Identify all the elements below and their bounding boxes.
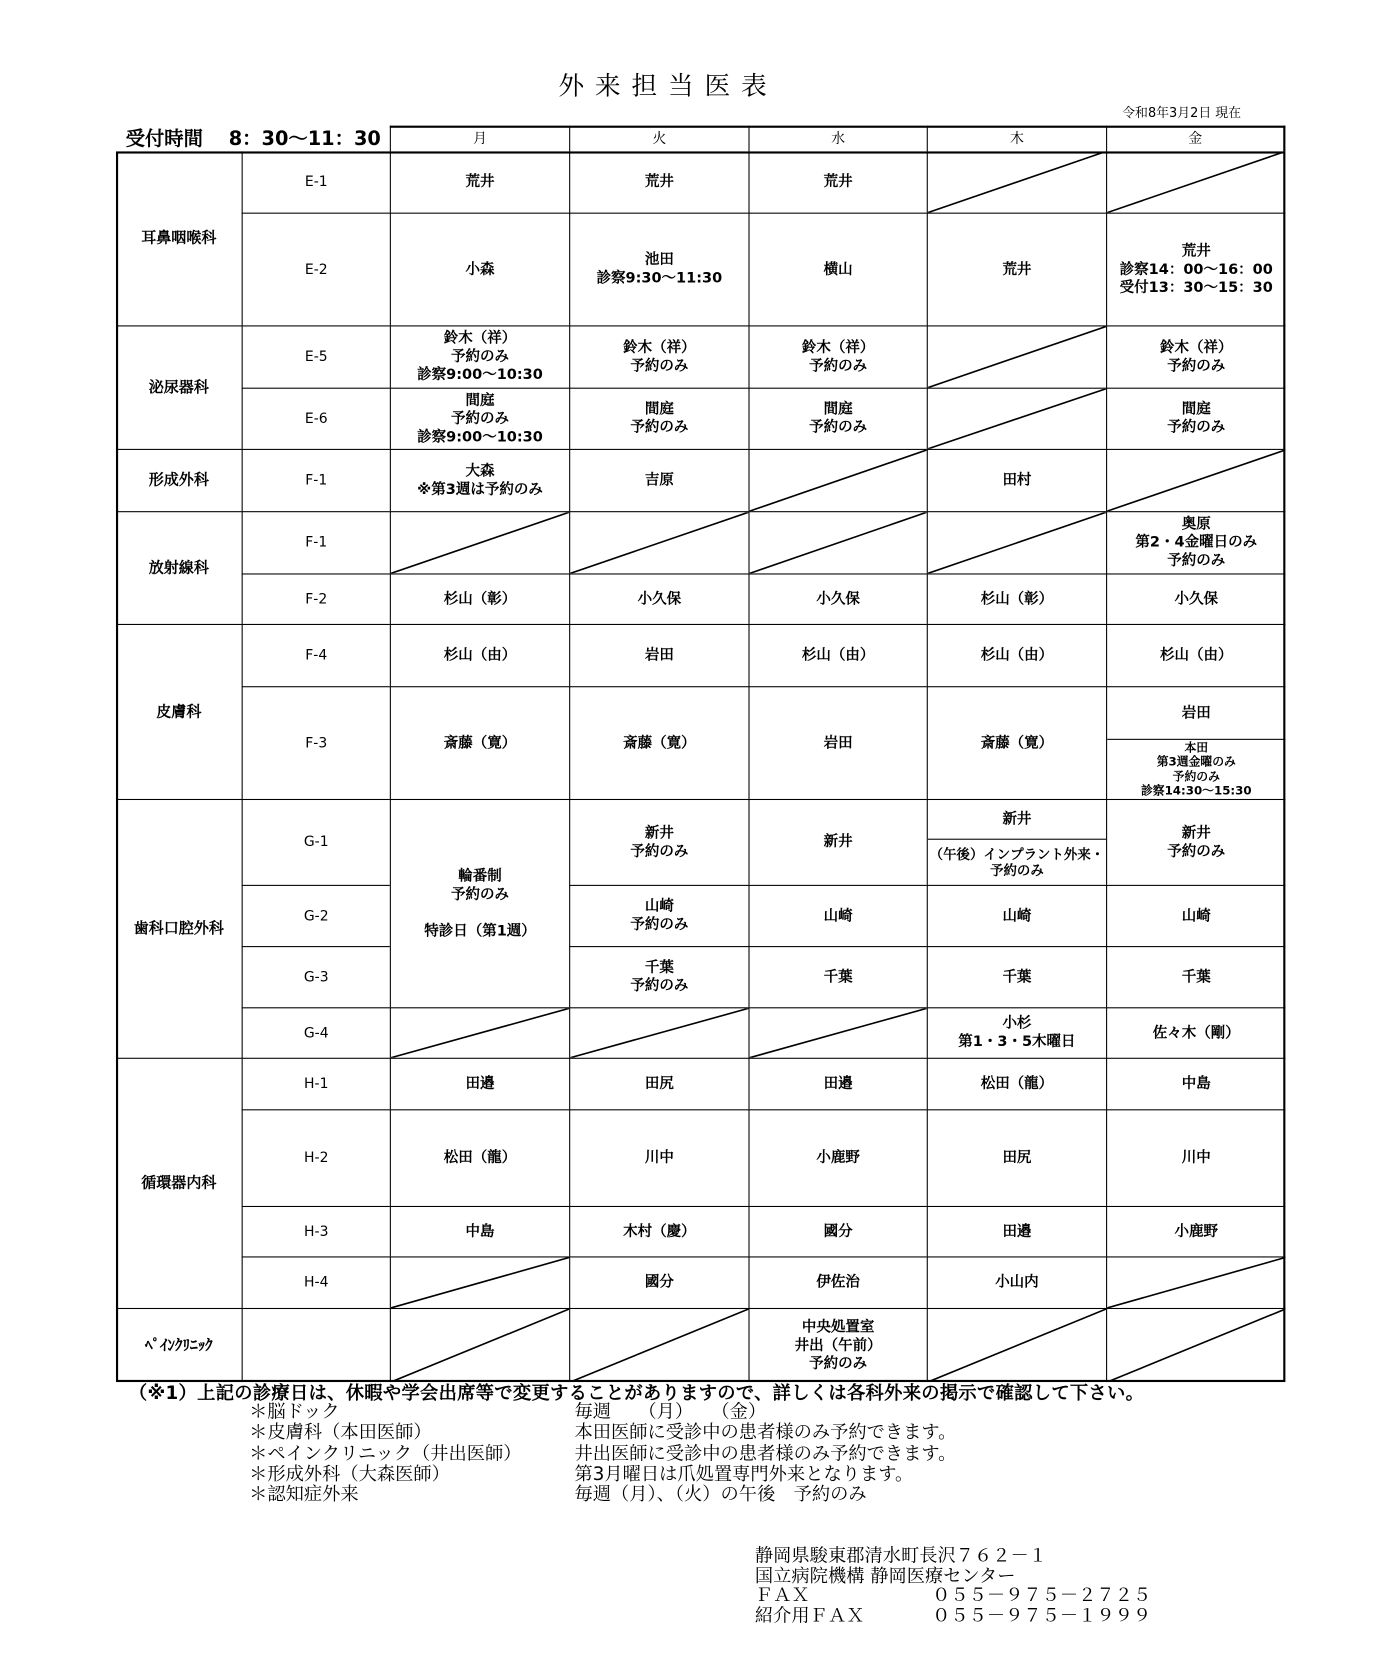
- schedule-cell: [569, 686, 748, 799]
- department-cell: 循環器内科: [116, 1058, 242, 1308]
- no-clinic-slash: [391, 1008, 569, 1057]
- no-clinic-cell: [390, 1256, 569, 1308]
- cell-text-line: 予約のみ: [990, 862, 1044, 879]
- day-header-mon: 月: [390, 126, 569, 152]
- schedule-cell: [390, 151, 569, 212]
- cell-text-line: 特診日（第1週）: [424, 921, 536, 940]
- schedule-cell: [927, 1058, 1106, 1110]
- clinic-code-cell: F-3: [242, 686, 390, 799]
- schedule-cell: [569, 213, 748, 326]
- cell-text-line: 中島: [1181, 1074, 1211, 1093]
- schedule-cell: [569, 388, 748, 449]
- schedule-cell: [390, 325, 569, 387]
- note-item: [0, 1444, 1396, 1465]
- schedule-cell: [1106, 946, 1285, 1007]
- cell-text-line: 千葉: [1181, 968, 1211, 986]
- no-clinic-cell: [927, 325, 1106, 387]
- note-text: 本田医師に受診中の患者様のみ予約できます。: [574, 1422, 957, 1444]
- cell-text-line: 杉山（由）: [1160, 646, 1233, 664]
- schedule-cell: [1106, 325, 1285, 387]
- clinic-code-cell: G-4: [242, 1007, 390, 1057]
- cell-text-line: 第1・3・5木曜日: [958, 1033, 1076, 1051]
- cell-text-line: 田邉: [1002, 1222, 1032, 1240]
- schedule-cell: [748, 151, 926, 212]
- notes-list: [0, 1402, 1396, 1506]
- split-schedule-cell: [927, 799, 1106, 885]
- cell-text-line: 診察14：00～16：00: [1119, 260, 1273, 278]
- no-clinic-slash: [1107, 1257, 1285, 1307]
- schedule-cell: [748, 213, 926, 326]
- schedule-cell: [390, 573, 569, 623]
- no-clinic-cell: [927, 388, 1106, 449]
- schedule-cell: [927, 624, 1106, 686]
- no-clinic-cell: [927, 511, 1106, 573]
- reception-hours: [126, 126, 381, 152]
- cell-text-line: 荒井: [465, 172, 495, 191]
- clinic-code-cell: F-1: [242, 449, 390, 511]
- cell-text-line: 輪番制: [458, 867, 502, 885]
- clinic-code-cell: G-3: [242, 946, 390, 1007]
- cell-text-line: 佐々木（剛）: [1152, 1023, 1240, 1042]
- note-label: ＊認知症外来: [249, 1484, 359, 1506]
- no-clinic-slash: [570, 512, 748, 573]
- cell-text-line: 荒井: [1181, 242, 1211, 260]
- cell-text-line: 杉山（由）: [443, 646, 517, 664]
- schedule-cell: [748, 573, 926, 623]
- no-clinic-slash: [391, 1257, 569, 1307]
- cell-text-line: 鈴木（祥）: [623, 338, 696, 356]
- cell-text-line: 田邉: [465, 1074, 495, 1093]
- cell-text-line: 予約のみ: [630, 915, 689, 934]
- cell-text-line: 杉山（由）: [801, 646, 875, 664]
- schedule-cell: [390, 213, 569, 326]
- clinic-code-cell: G-2: [242, 885, 390, 946]
- cell-text-line: 松田（龍）: [980, 1074, 1054, 1093]
- schedule-cell: [748, 1109, 926, 1206]
- no-clinic-slash: [928, 326, 1106, 387]
- cell-text-line: 杉山（由）: [980, 646, 1054, 664]
- cell-text-line: （午後）インプラント外来・: [929, 846, 1105, 863]
- note-label: ＊皮膚科（本田医師）: [249, 1422, 432, 1444]
- cell-text-line: 鈴木（祥）: [1160, 338, 1233, 356]
- department-cell: 歯科口腔外科: [116, 799, 242, 1058]
- clinic-code-cell: G-1: [242, 799, 390, 885]
- as-of-date: 令和8年3月2日 現在: [1122, 105, 1242, 121]
- cell-text-line: 予約のみ: [630, 357, 689, 375]
- cell-text-line: 山崎: [823, 906, 853, 925]
- cell-text-line: 鈴木（祥）: [801, 338, 875, 356]
- cell-text-line: 新井: [644, 824, 674, 842]
- cell-text-line: 中央処置室: [801, 1318, 875, 1336]
- cell-text-line: 小鹿野: [816, 1149, 860, 1167]
- cell-text-line: 間庭: [644, 400, 674, 418]
- cell-text-line: 予約のみ: [809, 418, 868, 436]
- cell-text-line: 吉原: [644, 471, 674, 489]
- schedule-cell: [748, 686, 926, 799]
- clinic-code-cell: H-1: [242, 1058, 390, 1110]
- cell-text-line: 予約のみ: [809, 357, 868, 375]
- reception-label: 受付時間: [125, 127, 203, 151]
- cell-text-line: 新井: [1181, 824, 1211, 842]
- cell-text-line: 診察9:00～10:30: [417, 366, 543, 384]
- schedule-cell: [390, 1058, 569, 1110]
- no-clinic-cell: [569, 511, 748, 573]
- cell-text-line: 間庭: [1181, 400, 1211, 418]
- schedule-cell: [1106, 511, 1285, 573]
- schedule-cell: [569, 799, 748, 885]
- no-clinic-cell: [569, 1007, 748, 1057]
- note-label: ＊形成外科（大森医師）: [249, 1463, 450, 1486]
- schedule-cell: [748, 885, 926, 946]
- clinic-code-cell: E-5: [242, 325, 390, 387]
- schedule-cell: [927, 213, 1106, 326]
- cell-text-line: 川中: [644, 1149, 674, 1167]
- cell-text-line: 國分: [823, 1222, 853, 1240]
- cell-text-line: 山崎: [1181, 906, 1211, 925]
- cell-text-line: 予約のみ: [1167, 418, 1226, 436]
- department-cell: 放射線科: [116, 511, 242, 624]
- cell-text-line: 杉山（彰）: [980, 590, 1054, 608]
- cell-text-line: 診察9:00～10:30: [417, 427, 543, 446]
- no-clinic-slash: [391, 512, 569, 573]
- schedule-cell: [390, 624, 569, 686]
- schedule-cell: [927, 1206, 1106, 1256]
- cell-text-line: 予約のみ: [630, 842, 689, 860]
- fax-number: ０５５－９７５－２７２５: [932, 1585, 1152, 1607]
- referral-fax-label: 紹介用ＦＡＸ: [754, 1605, 865, 1627]
- note-text: 井出医師に受診中の患者様のみ予約できます。: [574, 1442, 957, 1465]
- no-clinic-slash: [570, 1008, 748, 1057]
- no-clinic-slash: [928, 389, 1106, 449]
- cell-text-line: 千葉: [644, 958, 674, 977]
- cell-text-line: 予約のみ: [1167, 551, 1226, 570]
- schedule-cell: [569, 573, 748, 623]
- cell-text-line: 小久保: [637, 590, 682, 608]
- no-clinic-cell: [1106, 151, 1285, 212]
- no-clinic-cell: [569, 1308, 748, 1382]
- cell-text-line: 小森: [465, 260, 495, 278]
- cell-text-line: 奥原: [1181, 515, 1211, 533]
- no-clinic-slash: [391, 1309, 569, 1382]
- note-text: 第3月曜日は爪処置専門外来となります。: [574, 1463, 914, 1486]
- cell-text-line: 小久保: [816, 590, 860, 608]
- cell-text-line: 松田（龍）: [443, 1149, 517, 1167]
- clinic-code-cell: F-4: [242, 624, 390, 686]
- contact-block: [754, 1545, 1152, 1627]
- schedule-cell: [927, 1256, 1106, 1308]
- department-cell: 皮膚科: [116, 624, 242, 799]
- cell-text-line: 田村: [1002, 471, 1032, 489]
- schedule-cell-lower: [928, 839, 1106, 885]
- schedule-cell: [569, 151, 748, 212]
- schedule-cell: [927, 946, 1106, 1007]
- reception-time: 8：30～11：30: [228, 127, 381, 151]
- clinic-code-cell: [242, 1308, 390, 1382]
- day-header-thu: 木: [927, 126, 1106, 152]
- cell-text-line: 伊佐治: [816, 1273, 860, 1291]
- schedule-cell: [927, 573, 1106, 623]
- schedule-cell: [390, 1206, 569, 1256]
- day-header-wed: 水: [748, 126, 926, 152]
- cell-text-line: 予約のみ: [451, 409, 510, 427]
- cell-text-line: 木村（慶）: [623, 1222, 696, 1240]
- day-header-fri: 金: [1106, 126, 1285, 152]
- cell-text-line: 新井: [823, 833, 853, 851]
- no-clinic-slash: [928, 512, 1106, 573]
- schedule-cell: [1106, 1206, 1285, 1256]
- cell-text-line: 斎藤（寛）: [623, 733, 696, 752]
- cell-text-line: 千葉: [1002, 968, 1032, 986]
- clinic-code-cell: E-2: [242, 213, 390, 326]
- note-text: 毎週 （月） （金）: [574, 1401, 767, 1423]
- schedule-cell: [390, 799, 569, 1007]
- schedule-table: [116, 151, 1285, 1382]
- schedule-cell: [390, 1109, 569, 1206]
- cell-text-line: 岩田: [823, 733, 853, 752]
- no-clinic-cell: [390, 1007, 569, 1057]
- cell-text-line: 第3週金曜のみ: [1156, 754, 1236, 769]
- note-text: 毎週（月）、（火）の午後 予約のみ: [574, 1484, 867, 1506]
- cell-text-line: 斎藤（寛）: [980, 733, 1054, 752]
- schedule-cell: [569, 946, 748, 1007]
- no-clinic-slash: [750, 1008, 927, 1057]
- note-item: [0, 1423, 1396, 1444]
- page-title: 外来担当医表: [558, 70, 778, 101]
- cell-text-line: 予約のみ: [1167, 357, 1226, 375]
- disclaimer-note: （※1）上記の診療日は、休暇や学会出席等で変更することがありますので、詳しくは各科外来の掲示で確認して下さい。: [128, 1383, 1145, 1405]
- clinic-code-cell: F-2: [242, 573, 390, 623]
- clinic-code-cell: E-1: [242, 151, 390, 212]
- no-clinic-cell: [927, 151, 1106, 212]
- schedule-cell: [748, 1256, 926, 1308]
- cell-text-line: 中島: [465, 1222, 495, 1240]
- schedule-cell: [1106, 213, 1285, 326]
- cell-text-line: 鈴木（祥）: [443, 329, 517, 347]
- schedule-cell-upper: [928, 800, 1106, 839]
- no-clinic-cell: [1106, 1308, 1285, 1382]
- schedule-cell: [1106, 624, 1285, 686]
- schedule-cell: [569, 449, 748, 511]
- schedule-cell: [569, 1109, 748, 1206]
- cell-text-line: 小杉: [1002, 1014, 1032, 1032]
- clinic-code-cell: E-6: [242, 388, 390, 449]
- cell-text-line: 間庭: [823, 400, 853, 418]
- department-cell: 耳鼻咽喉科: [141, 229, 217, 247]
- cell-text-line: 荒井: [823, 172, 853, 191]
- clinic-code-cell: H-2: [242, 1109, 390, 1206]
- cell-text-line: 診察9:30～11:30: [596, 269, 723, 287]
- no-clinic-cell: [748, 449, 926, 511]
- cell-text-line: 田邉: [823, 1074, 853, 1093]
- cell-text-line: 池田: [644, 251, 674, 269]
- cell-text-line: 斎藤（寛）: [443, 733, 517, 752]
- cell-text-line: 予約のみ: [1172, 769, 1220, 784]
- cell-text-line: 本田: [1184, 740, 1209, 755]
- cell-text-line: 新井: [1002, 810, 1032, 828]
- cell-text-line: 予約のみ: [451, 885, 510, 903]
- split-schedule-cell: [1106, 686, 1285, 799]
- cell-text-line: 大森: [465, 462, 495, 480]
- fax-line: [754, 1585, 1152, 1607]
- department-cell: 形成外科: [116, 449, 242, 511]
- no-clinic-cell: [390, 1308, 569, 1382]
- schedule-cell: [748, 388, 926, 449]
- schedule-cell: [1106, 1007, 1285, 1057]
- no-clinic-cell: [1106, 449, 1285, 511]
- schedule-cell: [569, 325, 748, 387]
- schedule-cell: [927, 686, 1106, 799]
- schedule-cell-lower: [1107, 739, 1285, 799]
- no-clinic-slash: [1107, 1309, 1285, 1382]
- no-clinic-cell: [390, 511, 569, 573]
- schedule-cell: [390, 449, 569, 511]
- schedule-cell: [927, 1109, 1106, 1206]
- schedule-cell: [748, 624, 926, 686]
- no-clinic-cell: [1106, 1256, 1285, 1308]
- cell-text-line: 田尻: [644, 1074, 674, 1093]
- cell-text-line: 間庭: [465, 391, 495, 409]
- cell-text-line: 小山内: [995, 1273, 1039, 1291]
- cell-text-line: 受付13：30～15：30: [1119, 278, 1273, 296]
- cell-text-line: 山崎: [1002, 906, 1032, 925]
- schedule-cell: [1106, 1109, 1285, 1206]
- no-clinic-cell: [748, 511, 926, 573]
- fax-label: ＦＡＸ: [754, 1585, 810, 1607]
- schedule-cell: [390, 686, 569, 799]
- hospital-address: 静岡県駿東郡清水町長沢７６２－１: [754, 1545, 1048, 1567]
- no-clinic-cell: [927, 1308, 1106, 1382]
- no-clinic-slash: [570, 1309, 748, 1382]
- cell-text-line: ※第3週は予約のみ: [417, 480, 543, 498]
- no-clinic-slash: [1107, 450, 1285, 511]
- cell-text-line: 荒井: [644, 172, 674, 191]
- cell-text-line: 予約のみ: [630, 977, 689, 995]
- cell-text-line: 岩田: [644, 646, 674, 664]
- schedule-cell: [569, 624, 748, 686]
- note-label: ＊脳ドック: [249, 1401, 340, 1423]
- cell-text-line: 予約のみ: [451, 347, 510, 366]
- clinic-code-cell: H-4: [242, 1256, 390, 1308]
- cell-text-line: 小久保: [1174, 590, 1219, 608]
- cell-text-line: 小鹿野: [1174, 1222, 1219, 1240]
- schedule-cell: [1106, 799, 1285, 885]
- cell-text-line: 予約のみ: [630, 418, 689, 436]
- department-cell: 泌尿器科: [116, 325, 242, 448]
- cell-text-line: 横山: [823, 260, 853, 278]
- schedule-cell: [748, 325, 926, 387]
- clinic-code-cell: H-3: [242, 1206, 390, 1256]
- cell-text-line: 診察14:30～15:30: [1140, 783, 1252, 798]
- no-clinic-cell: [748, 1007, 926, 1057]
- schedule-cell: [748, 946, 926, 1007]
- cell-text-line: 第2・4金曜日のみ: [1135, 533, 1258, 551]
- cell-text-line: 川中: [1181, 1149, 1211, 1167]
- no-clinic-slash: [928, 1309, 1106, 1382]
- schedule-cell: [390, 388, 569, 449]
- schedule-cell: [748, 1308, 926, 1382]
- hospital-name: 国立病院機構 静岡医療センター: [754, 1565, 1016, 1587]
- no-clinic-slash: [750, 512, 927, 573]
- cell-text-line: 田尻: [1002, 1149, 1032, 1167]
- schedule-cell: [1106, 388, 1285, 449]
- schedule-cell: [569, 1058, 748, 1110]
- referral-fax-line: [754, 1605, 1152, 1627]
- cell-text-line: 井出（午前）: [794, 1336, 882, 1354]
- referral-fax-number: ０５５－９７５－１９９９: [932, 1605, 1152, 1627]
- note-item: [0, 1402, 1396, 1423]
- cell-text-line: 荒井: [1002, 260, 1032, 278]
- schedule-cell: [927, 885, 1106, 946]
- note-item: [0, 1485, 1396, 1506]
- note-item: [0, 1465, 1396, 1486]
- cell-text-line: 岩田: [1181, 703, 1211, 722]
- schedule-cell: [569, 885, 748, 946]
- clinic-code-cell: F-1: [242, 511, 390, 573]
- schedule-cell: [1106, 573, 1285, 623]
- schedule-cell: [748, 1206, 926, 1256]
- day-header-tue: 火: [569, 126, 748, 152]
- schedule-cell: [748, 799, 926, 885]
- schedule-cell: [927, 1007, 1106, 1057]
- cell-text-line: 千葉: [823, 968, 853, 986]
- schedule-cell: [1106, 1058, 1285, 1110]
- no-clinic-slash: [928, 151, 1106, 212]
- no-clinic-slash: [750, 450, 927, 511]
- cell-text-line: 山崎: [644, 897, 674, 915]
- cell-text-line: 國分: [644, 1273, 674, 1291]
- schedule-cell-upper: [1107, 687, 1285, 739]
- department-cell: ﾍﾟｲﾝｸﾘﾆｯｸ: [116, 1308, 242, 1382]
- cell-text-line: 杉山（彰）: [443, 590, 517, 608]
- no-clinic-slash: [1107, 151, 1285, 212]
- note-label: ＊ペインクリニック（井出医師）: [249, 1442, 522, 1465]
- schedule-cell: [748, 1058, 926, 1110]
- cell-text-line: 予約のみ: [809, 1354, 868, 1372]
- schedule-cell: [569, 1206, 748, 1256]
- cell-text-line: 予約のみ: [1167, 842, 1226, 860]
- schedule-cell: [927, 449, 1106, 511]
- schedule-cell: [569, 1256, 748, 1308]
- schedule-cell: [1106, 885, 1285, 946]
